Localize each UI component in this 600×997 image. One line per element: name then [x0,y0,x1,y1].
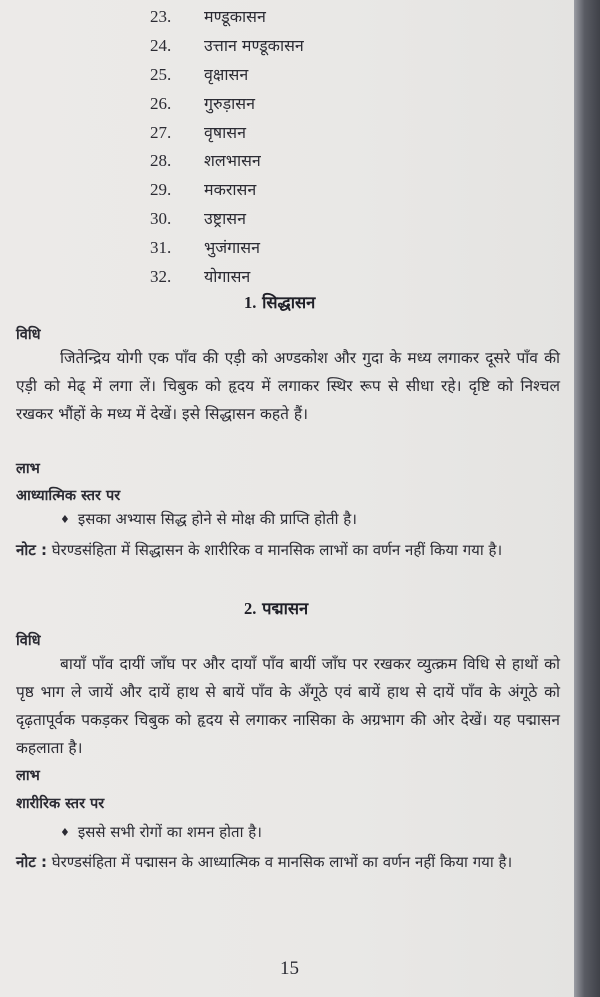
list-item [150,176,304,205]
benefit-text: इससे सभी रोगों का शमन होता है। [77,823,262,841]
list-item-number: 28. [150,151,172,171]
list-item [150,119,304,148]
method-label: विधि [16,633,41,649]
benefit-text: इसका अभ्यास सिद्ध होने से मोक्ष की प्राप्ति होती है। [77,510,357,528]
list-item [150,147,304,176]
asana-list [150,3,304,292]
list-item [150,205,304,234]
list-item-name: वृषासन [204,122,246,142]
note-label: नोट : [16,541,47,559]
list-item-name: गुरुड़ासन [204,93,255,113]
note-paragraph [16,848,566,876]
list-item-number: 23. [150,7,172,26]
level-label: शारीरिक स्तर पर [16,796,105,812]
section-heading-padmasana [244,596,308,619]
benefit-label: लाभ [16,768,40,784]
note-text: घेरण्डसंहिता में सिद्धासन के शारीरिक व मानसिक लाभों का वर्णन नहीं किया गया है। [51,541,503,559]
list-item-number: 27. [150,122,172,142]
note-label: नोट : [16,853,47,871]
list-item-name: मण्डूकासन [204,7,266,26]
list-item-number: 26. [150,93,172,113]
benefit-bullet [60,822,262,842]
benefit-label: लाभ [16,461,40,477]
list-item-name: मकरासन [204,180,257,200]
list-item [150,3,304,32]
note-text: घेरण्डसंहिता में पद्मासन के आध्यात्मिक व मानसिक लाभों का वर्णन नहीं किया गया है। [51,853,513,871]
list-item-number: 32. [150,267,172,287]
list-item-name: भुजंगासन [204,238,260,258]
list-item [150,90,304,119]
method-paragraph: जितेन्द्रिय योगी एक पाँव की एड़ी को अण्डकोश और गुदा के मध्य लगाकर दूसरे पाँव की एड़ी को मेढ् में लगा लें। चिबुक को हृदय में लगाकर स्थिर रूप से सीधा रहे। दृष्टि को निश्चल रखकर भौंहों के मध्य में देखें। इसे सिद्धासन कहते हैं। [16,349,560,423]
page-edge-shadow [574,0,600,997]
section-number: 2. [244,599,257,618]
diamond-bullet-icon: ♦ [60,513,70,526]
section-title: सिद्धासन [262,293,316,312]
list-item-number: 24. [150,35,172,55]
benefit-bullet [60,509,357,529]
method-label: विधि [16,327,41,343]
list-item-name: योगासन [204,267,251,287]
list-item-name: उष्ट्रासन [204,209,246,229]
list-item-number: 30. [150,209,172,229]
list-item-number: 25. [150,64,172,84]
list-item-number: 29. [150,180,172,200]
section-number: 1. [244,293,257,312]
page-number: 15 [280,958,299,979]
method-paragraph: बायाँ पाँव दायीं जाँघ पर और दायाँ पाँव बायीं जाँघ पर रखकर व्युत्क्रम विधि से हाथों को पृष्ठ भाग ले जायें और दायें हाथ से बायें पाँव के अँगूठे एवं बायें हाथ से दायें पाँव के अंगूठे को दृढ़तापूर्वक पकड़कर चिबुक को हृदय से लगाकर नासिका के अग्रभाग की ओर देखें। यह पद्मासन कहलाता है। [16,655,560,757]
list-item [150,61,304,90]
list-item [150,263,304,292]
list-item-name: शलभासन [204,151,261,171]
note-paragraph [16,536,566,564]
list-item-name: उत्तान मण्डूकासन [204,35,304,55]
level-label: आध्यात्मिक स्तर पर [16,488,121,504]
section-title: पद्मासन [262,599,309,618]
list-item-number: 31. [150,238,172,258]
list-item [150,234,304,263]
list-item-name: वृक्षासन [204,64,249,84]
section-heading-siddhasana [244,290,315,313]
diamond-bullet-icon: ♦ [60,826,70,839]
list-item [150,32,304,61]
